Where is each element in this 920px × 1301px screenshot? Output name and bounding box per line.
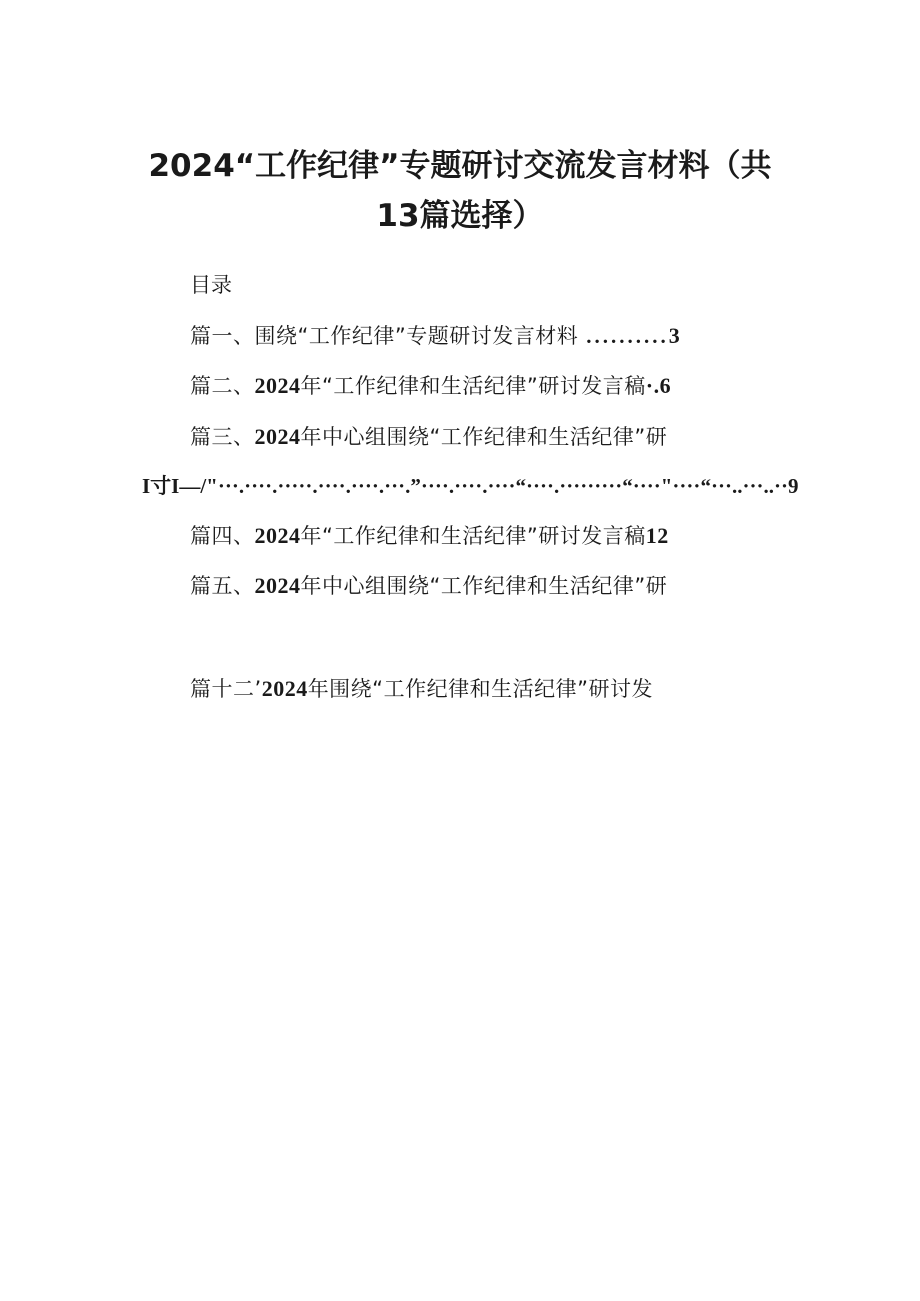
toc-item-prefix: 篇五、 [190,574,255,598]
toc-item-3-continuation: I寸I—/"···.····.·····.····.····.···.”····.····.····“····.·········“····"····“···..···..··9 [142,474,799,498]
toc-item-3[interactable] [190,421,667,451]
toc-item-text: 年中心组围绕“工作纪律和生活纪律”研 [300,574,668,598]
toc-item-12[interactable] [190,673,653,703]
toc-item-prefix: 篇一、 [190,324,255,348]
toc-item-leader: .......... [586,324,669,348]
toc-item-year: 2024 [254,373,301,398]
toc-item-prefix: 篇十二’ [190,677,262,701]
toc-item-year: 2024 [254,573,301,598]
toc-item-page: 3 [668,323,681,348]
toc-item-2[interactable] [190,370,671,400]
toc-item-text: 年中心组围绕“工作纪律和生活纪律”研 [300,425,668,449]
toc-item-text: 年“工作纪律和生活纪律”研讨发言稿 [300,374,646,398]
toc-item-text: 围绕“工作纪律”专题研讨发言材料 [254,324,579,348]
toc-item-prefix: 篇三、 [190,425,255,449]
toc-item-5[interactable] [190,570,667,600]
toc-item-page: 12 [645,523,669,548]
document-title-line-1: 2024“工作纪律”专题研讨交流发言材料（共 [148,148,772,184]
toc-item-year: 2024 [254,523,301,548]
toc-item-prefix: 篇二、 [190,374,255,398]
document-title-line-2: 13篇选择） [376,198,544,234]
toc-item-4[interactable] [190,520,669,550]
toc-item-1[interactable] [190,320,680,350]
toc-item-page: 6 [659,373,672,398]
toc-heading: 目录 [190,273,232,297]
toc-item-leader: ·. [645,373,660,398]
toc-item-prefix: 篇四、 [190,524,255,548]
toc-item-year: 2024 [254,424,301,449]
toc-item-text: 年围绕“工作纪律和生活纪律”研讨发 [307,677,653,701]
toc-item-text: 年“工作纪律和生活纪律”研讨发言稿 [300,524,646,548]
toc-item-year: 2024 [261,676,308,701]
